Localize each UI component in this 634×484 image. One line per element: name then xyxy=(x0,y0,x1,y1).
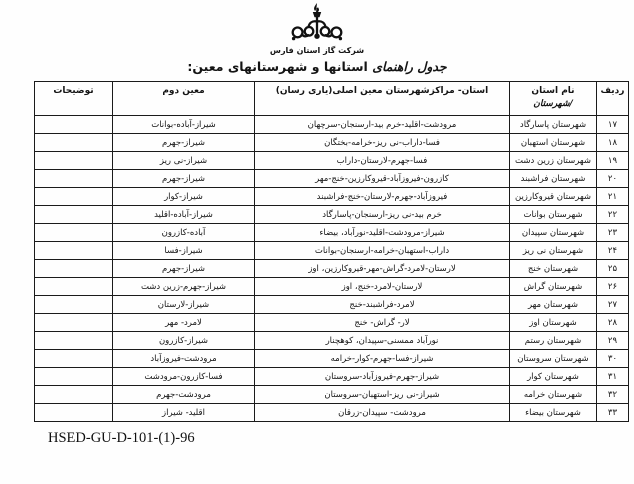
main-centers-cell: شیراز-فسا-جهرم-کوار-خرامه xyxy=(255,350,510,368)
table-row xyxy=(35,404,629,422)
main-centers-cell: شیراز-نی ریز-استهبان-سروستان xyxy=(255,386,510,404)
table-body xyxy=(35,116,629,422)
provinces-guide-table xyxy=(34,81,629,422)
row-number-cell: ۱۷ xyxy=(597,116,629,134)
row-number-cell: ۲۵ xyxy=(597,260,629,278)
second-designate-cell: شیراز-جهرم xyxy=(113,260,255,278)
province-name-cell: شهرستان استهبان xyxy=(510,134,597,152)
notes-cell xyxy=(35,224,113,242)
table-row xyxy=(35,386,629,404)
province-name-cell: شهرستان نی ریز xyxy=(510,242,597,260)
row-number-cell: ۳۳ xyxy=(597,404,629,422)
province-name-cell: شهرستان بیضاء xyxy=(510,404,597,422)
table-row xyxy=(35,242,629,260)
table-row xyxy=(35,260,629,278)
province-name-cell: شهرستان سروستان xyxy=(510,350,597,368)
second-designate-cell: شیراز-آباده-اقلید xyxy=(113,206,255,224)
table-row xyxy=(35,152,629,170)
notes-cell xyxy=(35,116,113,134)
main-centers-cell: فسا-جهرم-لارستان-داراب xyxy=(255,152,510,170)
province-name-cell: شهرستان خنج xyxy=(510,260,597,278)
main-centers-cell: فیروزآباد-جهرم-لارستان-خنج-فراشبند xyxy=(255,188,510,206)
main-centers-cell: لار- گراش- خنج xyxy=(255,314,510,332)
main-centers-cell: داراب-استهبان-خرامه-ارسنجان-بوانات xyxy=(255,242,510,260)
second-designate-cell: شیراز-لارستان xyxy=(113,296,255,314)
second-designate-cell: اقلید- شیراز xyxy=(113,404,255,422)
province-name-cell: شهرستان مهر xyxy=(510,296,597,314)
page-title-lead: جدول راهنمای xyxy=(372,59,447,74)
table-row xyxy=(35,170,629,188)
header-main-centers: استان- مراکزشهرستان معین اصلی(یاری رسان) xyxy=(255,82,510,116)
header-notes: توضیحات xyxy=(35,82,113,116)
main-centers-cell: لارستان-لامرد-گراش-مهر-قیروکارزین، اوز xyxy=(255,260,510,278)
notes-cell xyxy=(35,206,113,224)
province-name-cell: شهرستان رستم xyxy=(510,332,597,350)
row-number-cell: ۳۲ xyxy=(597,386,629,404)
main-centers-cell: شیراز-مرودشت-اقلید-نورآباد، بیضاء xyxy=(255,224,510,242)
province-name-cell: شهرستان گراش xyxy=(510,278,597,296)
second-designate-cell: شیراز-نی ریز xyxy=(113,152,255,170)
main-centers-cell: فسا-داراب-نی ریز-خرامه-بختگان xyxy=(255,134,510,152)
row-number-cell: ۲۲ xyxy=(597,206,629,224)
document-code: HSED-GU-D-101-(1)-96 xyxy=(48,430,195,446)
header-province-name xyxy=(510,82,597,116)
page-title-rest: استانها و شهرستانهای معین: xyxy=(187,59,368,74)
row-number-cell: ۳۱ xyxy=(597,368,629,386)
notes-cell xyxy=(35,296,113,314)
table-row xyxy=(35,116,629,134)
main-centers-cell: خرم بید-نی ریز-ارسنجان-پاسارگاد xyxy=(255,206,510,224)
province-name-cell: شهرستان سپیدان xyxy=(510,224,597,242)
second-designate-cell: مرودشت-جهرم xyxy=(113,386,255,404)
table-header xyxy=(35,82,629,116)
second-designate-cell: لامرد- مهر xyxy=(113,314,255,332)
notes-cell xyxy=(35,242,113,260)
table-row xyxy=(35,134,629,152)
notes-cell xyxy=(35,170,113,188)
row-number-cell: ۲۱ xyxy=(597,188,629,206)
header-row-number: ردیف xyxy=(597,82,629,116)
notes-cell xyxy=(35,152,113,170)
header-second-designate: معین دوم xyxy=(113,82,255,116)
second-designate-cell: فسا-کازرون-مرودشت xyxy=(113,368,255,386)
second-designate-cell: شیراز-کازرون xyxy=(113,332,255,350)
main-centers-cell: کازرون-فیروزآباد-قیروکارزین-خنج-مهر xyxy=(255,170,510,188)
row-number-cell: ۲۳ xyxy=(597,224,629,242)
notes-cell xyxy=(35,188,113,206)
notes-cell xyxy=(35,386,113,404)
header-province-name-line1: نام استان xyxy=(531,86,575,96)
header-province-name-line2: /شهرستان xyxy=(533,99,573,109)
second-designate-cell: شیراز-فسا xyxy=(113,242,255,260)
second-designate-cell: شیراز-جهرم xyxy=(113,170,255,188)
table-row xyxy=(35,332,629,350)
page-title xyxy=(0,59,634,74)
row-number-cell: ۲۹ xyxy=(597,332,629,350)
province-name-cell: شهرستان قیروکارزین xyxy=(510,188,597,206)
nigc-flame-logo-icon xyxy=(0,2,634,46)
second-designate-cell: شیراز-جهرم-زرین دشت xyxy=(113,278,255,296)
table-row xyxy=(35,368,629,386)
second-designate-cell: شیراز-کوار xyxy=(113,188,255,206)
row-number-cell: ۲۶ xyxy=(597,278,629,296)
main-centers-cell: شیراز-جهرم-فیروزآباد-سروستان xyxy=(255,368,510,386)
province-name-cell: شهرستان اوز xyxy=(510,314,597,332)
row-number-cell: ۱۸ xyxy=(597,134,629,152)
main-centers-cell: نورآباد ممسنی-سپیدان، کوهچنار xyxy=(255,332,510,350)
province-name-cell: شهرستان پاسارگاد xyxy=(510,116,597,134)
row-number-cell: ۲۰ xyxy=(597,170,629,188)
second-designate-cell: آباده-کازرون xyxy=(113,224,255,242)
table-row xyxy=(35,224,629,242)
row-number-cell: ۲۴ xyxy=(597,242,629,260)
province-name-cell: شهرستان خرامه xyxy=(510,386,597,404)
notes-cell xyxy=(35,134,113,152)
second-designate-cell: شیراز-جهرم xyxy=(113,134,255,152)
notes-cell xyxy=(35,350,113,368)
main-centers-cell: مرودشت- سپیدان-زرقان xyxy=(255,404,510,422)
main-centers-cell: لامرد-فراشبند-خنج xyxy=(255,296,510,314)
notes-cell xyxy=(35,314,113,332)
second-designate-cell: مرودشت-فیروزآباد xyxy=(113,350,255,368)
table-row xyxy=(35,296,629,314)
notes-cell xyxy=(35,332,113,350)
row-number-cell: ۳۰ xyxy=(597,350,629,368)
row-number-cell: ۲۷ xyxy=(597,296,629,314)
province-name-cell: شهرستان زرین دشت xyxy=(510,152,597,170)
table-row xyxy=(35,350,629,368)
table-row xyxy=(35,206,629,224)
notes-cell xyxy=(35,404,113,422)
province-name-cell: شهرستان بوانات xyxy=(510,206,597,224)
notes-cell xyxy=(35,368,113,386)
province-name-cell: شهرستان کوار xyxy=(510,368,597,386)
table-header-row xyxy=(35,82,629,116)
company-name: شرکت گاز استان فارس xyxy=(269,46,365,55)
row-number-cell: ۱۹ xyxy=(597,152,629,170)
table-row xyxy=(35,314,629,332)
main-centers-cell: لارستان-لامرد-خنج، اوز xyxy=(255,278,510,296)
main-centers-cell: مرودشت-اقلید-خرم بید-ارسنجان-سرچهان xyxy=(255,116,510,134)
document-header xyxy=(0,0,634,74)
province-name-cell: شهرستان فراشبند xyxy=(510,170,597,188)
table-row xyxy=(35,188,629,206)
notes-cell xyxy=(35,278,113,296)
second-designate-cell: شیراز-آباده-بوانات xyxy=(113,116,255,134)
table-row xyxy=(35,278,629,296)
notes-cell xyxy=(35,260,113,278)
row-number-cell: ۲۸ xyxy=(597,314,629,332)
